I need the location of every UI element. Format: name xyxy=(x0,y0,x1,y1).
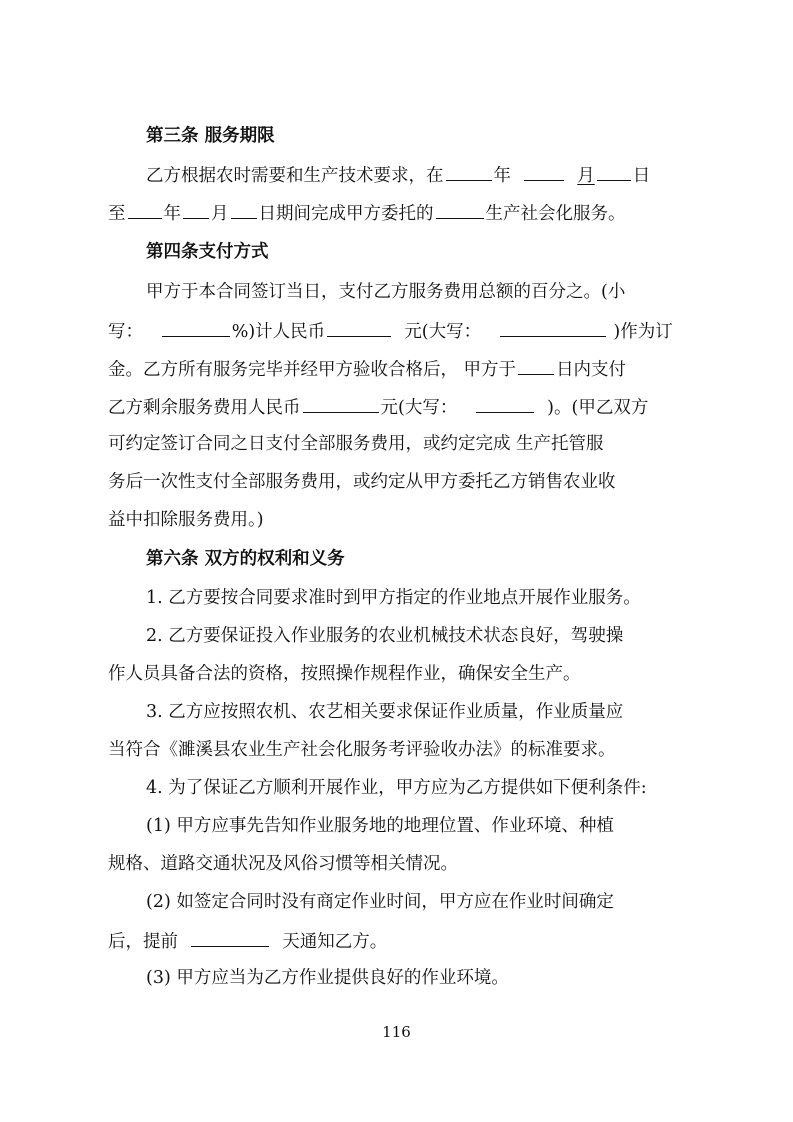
text: 写： xyxy=(108,322,143,342)
remaining-amount-blank xyxy=(303,394,379,413)
text: %)计人民币 xyxy=(231,322,326,342)
article-6-item-2-line-1: 2. 乙方要保证投入作业服务的农业机械技术状态良好，驾驶操 xyxy=(146,626,624,646)
day-blank xyxy=(597,162,631,181)
text: 金。乙方所有服务完毕并经甲方验收合格后， 甲方于 xyxy=(108,360,517,380)
text: 元(大写： xyxy=(404,322,482,342)
article-6-item-4-2-line-1: (2) 如签定合同时没有商定作业时间，甲方应在作业时间确定 xyxy=(146,892,614,912)
article-4-line-5: 可约定签订合同之日支付全部服务费用，或约定完成 生产托管服 xyxy=(108,434,604,454)
amount-blank xyxy=(327,318,391,337)
article-3-heading: 第三条 服务期限 xyxy=(146,126,275,146)
text: )作为订 xyxy=(613,322,673,342)
article-6-item-4-2-line-2 xyxy=(108,928,387,954)
text: 至 xyxy=(108,204,126,224)
article-3-line-1 xyxy=(146,162,650,188)
text: 乙方根据农时需要和生产技术要求，在 xyxy=(146,166,444,186)
text: 月 xyxy=(211,204,229,224)
month-blank xyxy=(524,162,564,181)
article-4-heading: 第四条支付方式 xyxy=(146,242,269,262)
article-4-line-6: 务后一次性支付全部服务费用，或约定从甲方委托乙方销售农业收 xyxy=(108,472,616,492)
article-6-heading: 第六条 双方的权利和义务 xyxy=(146,549,345,569)
article-6-item-4-1-line-1: (1) 甲方应事先告知作业服务地的地理位置、作业环境、种植 xyxy=(146,816,614,836)
percent-blank xyxy=(162,318,230,337)
article-6-item-4-1-line-2: 规格、道路交通状况及风俗习惯等相关情况。 xyxy=(108,854,458,874)
text: 日内支付 xyxy=(556,360,627,380)
article-6-item-3-line-1: 3. 乙方应按照农机、农艺相关要求保证作业质量，作业质量应 xyxy=(146,702,624,722)
page-number: 116 xyxy=(382,1023,411,1041)
text: 天通知乙方。 xyxy=(282,932,388,952)
year-blank xyxy=(446,162,492,181)
article-4-line-4 xyxy=(108,394,648,420)
year-blank xyxy=(128,200,162,219)
amount-capital-blank xyxy=(500,318,606,337)
text: 后，提前 xyxy=(108,932,178,952)
service-blank xyxy=(436,200,484,219)
article-6-item-2-line-2: 作人员具备合法的资格，按照操作规程作业，确保安全生产。 xyxy=(108,664,581,684)
text: 乙方剩余服务费用人民币 xyxy=(108,398,301,418)
article-6-item-4-3: (3) 甲方应当为乙方作业提供良好的作业环境。 xyxy=(146,968,509,988)
article-6-item-1: 1. 乙方要按合同要求准时到甲方指定的作业地点开展作业服务。 xyxy=(146,588,641,608)
remaining-capital-blank xyxy=(476,394,534,413)
article-4-line-7: 益中扣除服务费用。) xyxy=(108,510,264,530)
text: 月 xyxy=(577,166,595,186)
text: )。(甲乙双方 xyxy=(547,398,649,418)
text: 年 xyxy=(163,204,181,224)
notice-days-blank xyxy=(191,928,269,947)
article-6-item-3-line-2: 当符合《濉溪县农业生产社会化服务考评验收办法》的标准要求。 xyxy=(108,740,616,760)
article-4-line-2 xyxy=(108,318,673,344)
text: 生产社会化服务。 xyxy=(485,204,626,224)
text: 元(大写： xyxy=(380,398,458,418)
text: 日期间完成甲方委托的 xyxy=(258,204,434,224)
days-blank xyxy=(518,356,554,375)
month-blank xyxy=(183,200,209,219)
text: 年 xyxy=(493,166,511,186)
article-6-item-4: 4. 为了保证乙方顺利开展作业，甲方应为乙方提供如下便利条件: xyxy=(146,778,647,798)
text: 日 xyxy=(632,166,651,186)
article-3-line-2 xyxy=(108,200,626,226)
day-blank xyxy=(231,200,257,219)
article-4-line-1: 甲方于本合同签订当日，支付乙方服务费用总额的百分之。(小 xyxy=(146,282,626,302)
article-4-line-3 xyxy=(108,356,626,382)
